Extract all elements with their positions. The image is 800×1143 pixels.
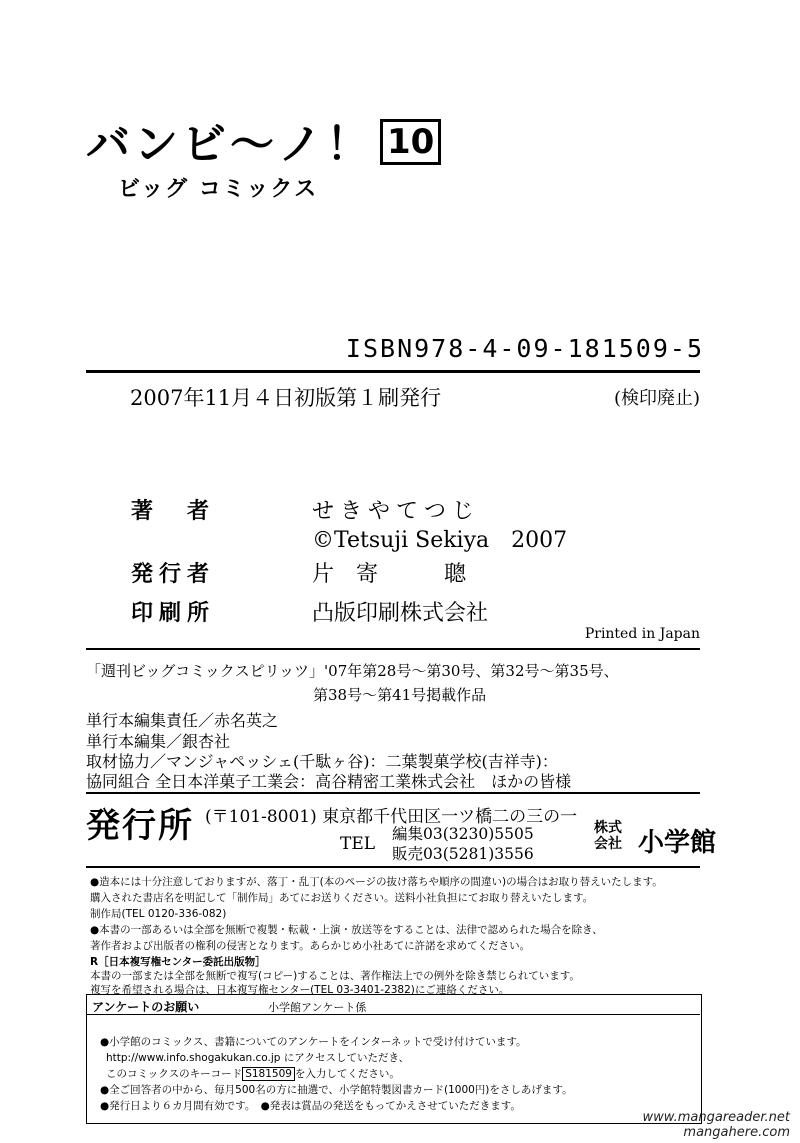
survey-line: ●小学館のコミックス、書籍についてのアンケートをインターネットで受け付けています。: [100, 1036, 527, 1048]
staff-line: 取材協力／マンジャペッシェ(千駄ヶ谷)：二葉製菓学校(吉祥寺)：: [86, 752, 558, 771]
book-title-text: バンビ～ノ！: [86, 119, 374, 170]
corp-prefix-line: 株式: [594, 820, 622, 836]
source-line-2: 第38号～第41号掲載作品: [313, 686, 487, 704]
tel-editorial: 編集03(3230)5505: [392, 825, 534, 843]
author-name: せきやてつじ: [312, 499, 481, 524]
corp-prefix: [594, 820, 622, 852]
keycode-prefix: このコミックスのキーコード: [106, 1068, 243, 1080]
source-line-1: 「週刊ビッグコミックスピリッツ」'07年第28号～第30号、第32号～第35号、: [86, 662, 619, 680]
publisher-name: 片 寄 聰: [312, 562, 467, 587]
divider: [86, 866, 700, 868]
book-title: [86, 108, 441, 172]
divider: [86, 370, 700, 373]
keycode-value: S181509: [242, 1067, 295, 1081]
notice-line: ●造本には十分注意しておりますが、落丁・乱丁(本のページの抜け落ちや順序の間違い)の場合はお取り替えいたします。: [90, 876, 663, 888]
notice-line: 制作局(TEL 0120-336-082): [90, 908, 227, 920]
tel-label: TEL: [340, 834, 376, 854]
divider: [86, 792, 700, 794]
keycode-suffix: を入力してください。: [294, 1068, 400, 1080]
stamp-note: (検印廃止): [613, 388, 700, 409]
publisher-heading: 発行所: [86, 806, 194, 846]
author-label: 著 者: [131, 498, 216, 524]
divider: [86, 648, 700, 650]
copyright: ©Tetsuji Sekiya 2007: [312, 528, 568, 553]
survey-line: ●全ご回答者の中から、毎月500名の方に抽選で、小学館特製図書カード(1000円)をさしあげます。: [100, 1084, 573, 1096]
survey-dept: 小学館アンケート係: [268, 1001, 367, 1014]
publisher-address: (〒101-8001) 東京都千代田区一ツ橋二の三の一: [205, 807, 578, 827]
volume-number: 10: [380, 119, 441, 165]
staff-line: 単行本編集／銀杏社: [86, 732, 231, 751]
printed-in: Printed in Japan: [584, 626, 700, 642]
staff-line: 協同組合 全日本洋菓子工業会：高谷精密工業株式会社 ほかの皆様: [86, 772, 572, 791]
series-name: ビッグ コミックス: [118, 177, 319, 202]
survey-keycode: [106, 1066, 400, 1081]
notice-line: 購入された書店名を明記して「制作局」あてにお送りください。送料小社負担にてお取り替えいたします。: [90, 892, 594, 904]
printer-label: 印刷所: [131, 600, 216, 626]
corp-prefix-line: 会社: [594, 836, 622, 852]
publisher-label: 発行者: [131, 561, 216, 587]
survey-url: http://www.info.shogakukan.co.jp にアクセスしていただき、: [106, 1052, 410, 1064]
notice-line: 複写を希望される場合は、日本複写権センター(TEL 03-3401-2382)にご連絡ください。: [90, 984, 510, 996]
watermark-2: mangahere.com: [683, 1125, 790, 1140]
survey-line: ●発行日より６カ月間有効です。 ●発表は賞品の発送をもってかえさせていただきます。: [100, 1100, 521, 1112]
notice-line: ●本書の一部あるいは全部を無断で複製・転載・上演・放送等をすることは、法律で認められた場合を除き、: [90, 924, 603, 936]
isbn: ISBN978-4-09-181509-5: [345, 334, 704, 363]
notice-line: 本書の一部または全部を無断で複写(コピー)することは、著作権法上での例外を除き禁じられています。: [90, 970, 580, 982]
notice-line: R［日本複写権センター委託出版物］: [90, 956, 266, 968]
printer-name: 凸版印刷株式会社: [312, 601, 489, 626]
notice-line: 著作者および出版者の権利の侵害となります。あらかじめ小社あてに許諾を求めてください。: [90, 940, 531, 952]
publication-date: 2007年11月４日初版第１刷発行: [130, 386, 442, 410]
watermark-1: www.mangareader.net: [642, 1110, 790, 1125]
publisher-logo-text: 小学館: [638, 828, 717, 858]
survey-heading: アンケートのお願い: [92, 1000, 200, 1014]
staff-line: 単行本編集責任／赤名英之: [86, 711, 279, 730]
tel-sales: 販売03(5281)3556: [392, 845, 534, 863]
